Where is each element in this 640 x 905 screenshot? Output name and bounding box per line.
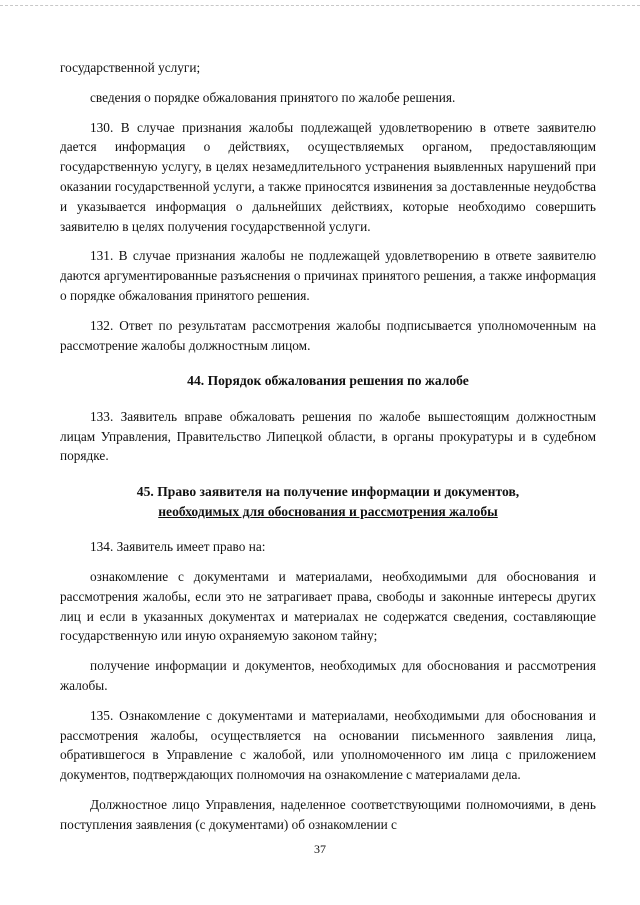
paragraph-134: 134. Заявитель имеет право на: — [90, 539, 266, 555]
paragraph-official-review: Должностное лицо Управления, наделенное соответствующими полномочиями, в день поступления заявления (с документами) об ознакомлении с — [60, 797, 596, 832]
paragraph-130: 130. В случае признания жалобы подлежащей удовлетворению в ответе заявителю дается информация о действиях, осуществляемых органом, предоставляющим государственную услугу, в целях незамедлительного устранения выявленных нарушений при оказании государственной услуги, а также приносятся извинения за доставленные неудобства и указывается информация о дальнейших действиях, которые необходимо совершить заявителю в целях получения государственной услуги. — [60, 119, 596, 234]
section-heading-45 — [60, 482, 596, 521]
section-heading-45-line1: 45. Право заявителя на получение информации и документов, — [136, 484, 520, 500]
section-heading-45-line2: необходимых для обоснования и рассмотрения жалобы — [158, 503, 498, 519]
document-page — [60, 58, 596, 835]
paragraph-appeal-procedure: сведения о порядке обжалования принятого по жалобе решения. — [90, 89, 456, 105]
paragraph-right-obtain-information: получение информации и документов, необходимых для обоснования и рассмотрения жалобы. — [60, 658, 596, 694]
page-number: 37 — [314, 842, 326, 856]
paragraph-135: 135. Ознакомление с документами и материалами, необходимыми для обоснования и рассмотрения жалобы, осуществляется на основании письменного заявления лица, обратившегося в Управление с жалобой, или уполномоченного им лица с приложением документов, подтверждающих полномочия на ознакомление с материалами дела. — [60, 707, 596, 783]
paragraph-133: 133. Заявитель вправе обжаловать решения по жалобе вышестоящим должностным лицам Управления, Правительство Липецкой области, в органы прокуратуры и в судебном порядке. — [60, 408, 596, 464]
section-heading-44: 44. Порядок обжалования решения по жалобе — [187, 373, 469, 389]
paragraph-131: 131. В случае признания жалобы не подлежащей удовлетворению в ответе заявителю даются аргументированные разъяснения о причинах принятого решения, а также информация о порядке обжалования принятого решения. — [60, 248, 596, 303]
paragraph-132: 132. Ответ по результатам рассмотрения жалобы подписывается уполномоченным на рассмотрение жалобы должностным лицом. — [60, 317, 596, 353]
paragraph-right-review-materials: ознакомление с документами и материалами, необходимыми для обоснования и рассмотрения жалобы, если это не затрагивает права, свободы и законные интересы других лиц и если в указанных документах и материалах не содержатся сведения, составляющие государственную или иную охраняемую законом тайну; — [60, 569, 596, 644]
scan-edge-line — [0, 5, 640, 6]
paragraph-continuation: государственной услуги; — [60, 60, 201, 75]
